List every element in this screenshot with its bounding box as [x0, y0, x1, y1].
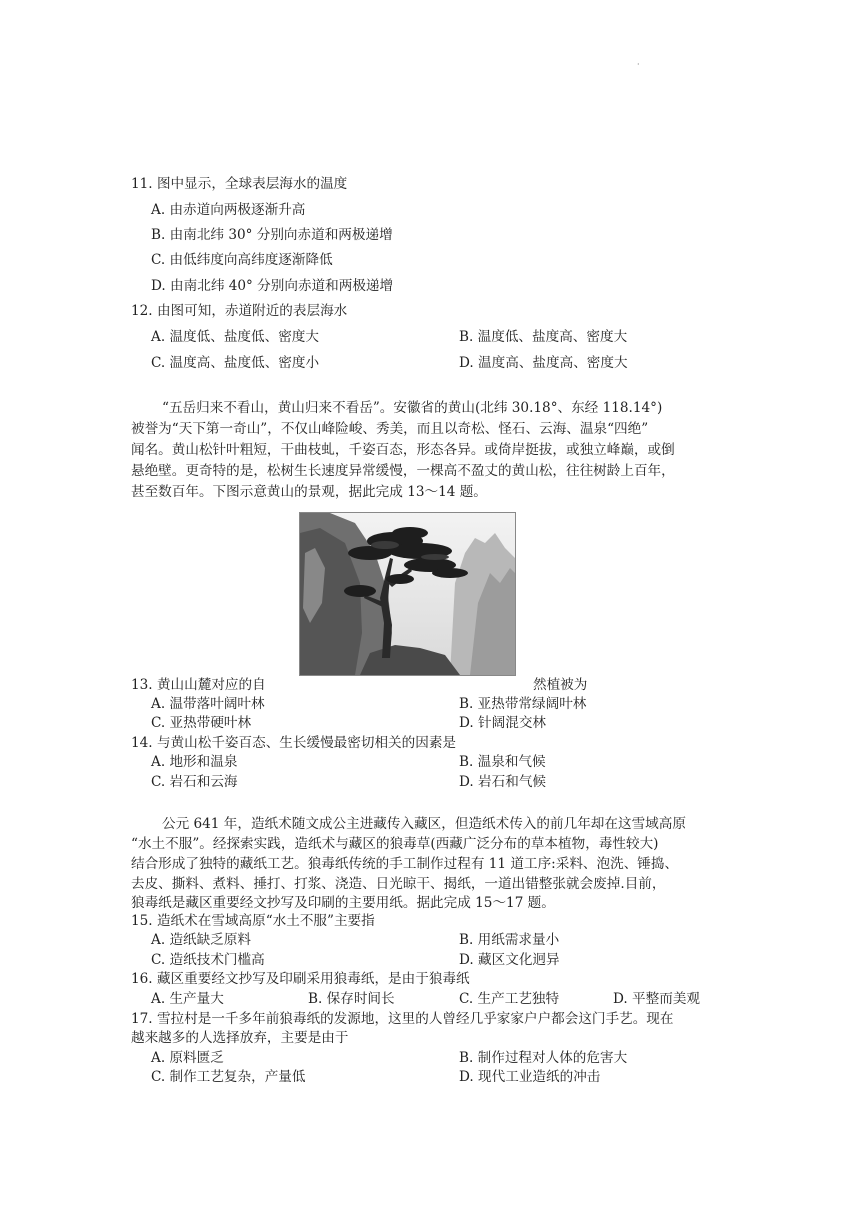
question-14-option-c: C. 岩石和云海: [151, 774, 238, 790]
question-11-option-d: D. 由南北纬 40° 分别向赤道和两极递增: [151, 278, 394, 294]
pine-tree-illustration: [300, 513, 515, 675]
question-17-option-a: A. 原料匮乏: [151, 1050, 224, 1066]
question-11-option-b: B. 由南北纬 30° 分别向赤道和两极递增: [151, 227, 393, 243]
question-16-option-c: C. 生产工艺独特: [459, 991, 560, 1007]
question-17-stem-line-1: 17. 雪拉村是一千多年前狼毒纸的发源地，这里的人曾经几乎家家户户都会这门手艺。现在: [131, 1011, 674, 1027]
passage-1-line-4: 悬绝壁。更奇特的是，松树生长速度异常缓慢，一棵高不盈丈的黄山松，往往树龄上百年，: [131, 463, 675, 479]
passage-2-line-2: “水土不服”。经探索实践，造纸术与藏区的狼毒草(西藏广泛分布的草本植物，毒性较大): [131, 836, 659, 852]
question-17-option-c: C. 制作工艺复杂，产量低: [151, 1069, 306, 1085]
question-15-option-c: C. 造纸技术门槛高: [151, 952, 265, 968]
question-11-option-a: A. 由赤道向两极逐渐升高: [151, 202, 306, 218]
question-11-stem: 11. 图中显示，全球表层海水的温度: [131, 176, 348, 192]
question-17-option-b: B. 制作过程对人体的危害大: [459, 1050, 628, 1066]
passage-1-line-1: “五岳归来不看山，黄山归来不看岳”。安徽省的黄山(北纬 30.18°、东经 118.14°): [162, 400, 663, 416]
question-16-option-b: B. 保存时间长: [308, 991, 395, 1007]
question-17-stem-line-2: 越来越多的人选择放弃，主要是由于: [131, 1030, 349, 1046]
question-17-option-d: D. 现代工业造纸的冲击: [459, 1069, 601, 1085]
question-15-option-a: A. 造纸缺乏原料: [151, 932, 252, 948]
question-13-option-d: D. 针阔混交林: [459, 715, 547, 731]
huangshan-pine-photo: [299, 512, 516, 676]
passage-1-line-5: 甚至数百年。下图示意黄山的景观，据此完成 13～14 题。: [131, 484, 487, 500]
passage-2-line-3: 结合形成了独特的藏纸工艺。狼毒纸传统的手工制作过程有 11 道工序:采料、泡洗、锤捣、: [131, 856, 679, 872]
question-12-option-c: C. 温度高、盐度低、密度小: [151, 355, 320, 371]
question-12-stem: 12. 由图可知，赤道附近的表层海水: [131, 303, 348, 319]
question-11-option-c: C. 由低纬度向高纬度逐渐降低: [151, 252, 333, 268]
header-dot: ·: [637, 60, 640, 69]
question-14-stem: 14. 与黄山松千姿百态、生长缓慢最密切相关的因素是: [131, 735, 457, 751]
passage-1-line-2: 被誉为“天下第一奇山”，不仅山峰险峻、秀美，而且以奇松、怪石、云海、温泉“四绝”: [131, 421, 649, 437]
passage-2-line-5: 狼毒纸是藏区重要经文抄写及印刷的主要用纸。据此完成 15～17 题。: [131, 895, 555, 911]
question-15-option-b: B. 用纸需求量小: [459, 932, 560, 948]
question-12-option-a: A. 温度低、盐度低、密度大: [151, 329, 319, 345]
passage-1-line-3: 闻名。黄山松针叶粗短，干曲枝虬，千姿百态，形态各异。或倚岸挺拔，或独立峰巅，或倒: [131, 442, 675, 458]
question-13-option-b: B. 亚热带常绿阔叶林: [459, 696, 587, 712]
question-13-option-c: C. 亚热带硬叶林: [151, 715, 252, 731]
question-16-option-a: A. 生产量大: [151, 991, 224, 1007]
passage-2-line-4: 去皮、撕料、煮料、捶打、打浆、浇造、日光晾干、揭纸，一道出错整张就会废掉.目前，: [131, 876, 666, 892]
question-15-stem: 15. 造纸术在雪域高原“水土不服”主要指: [131, 913, 375, 929]
passage-2-line-1: 公元 641 年，造纸术随文成公主进藏传入藏区，但造纸术传入的前几年却在这雪域高原: [162, 816, 686, 832]
question-12-option-b: B. 温度低、盐度高、密度大: [459, 329, 628, 345]
question-13-option-a: A. 温带落叶阔叶林: [151, 696, 265, 712]
question-16-stem: 16. 藏区重要经文抄写及印刷采用狼毒纸，是由于狼毒纸: [131, 971, 470, 987]
question-14-option-d: D. 岩石和气候: [459, 774, 547, 790]
question-14-option-a: A. 地形和温泉: [151, 754, 238, 770]
question-14-option-b: B. 温泉和气候: [459, 754, 546, 770]
question-16-option-d: D. 平整而美观: [613, 991, 701, 1007]
question-13-stem-left: 13. 黄山山麓对应的自: [131, 677, 266, 693]
question-15-option-d: D. 藏区文化迥异: [459, 952, 560, 968]
question-13-stem-right: 然植被为: [533, 677, 588, 693]
question-12-option-d: D. 温度高、盐度高、密度大: [459, 355, 628, 371]
